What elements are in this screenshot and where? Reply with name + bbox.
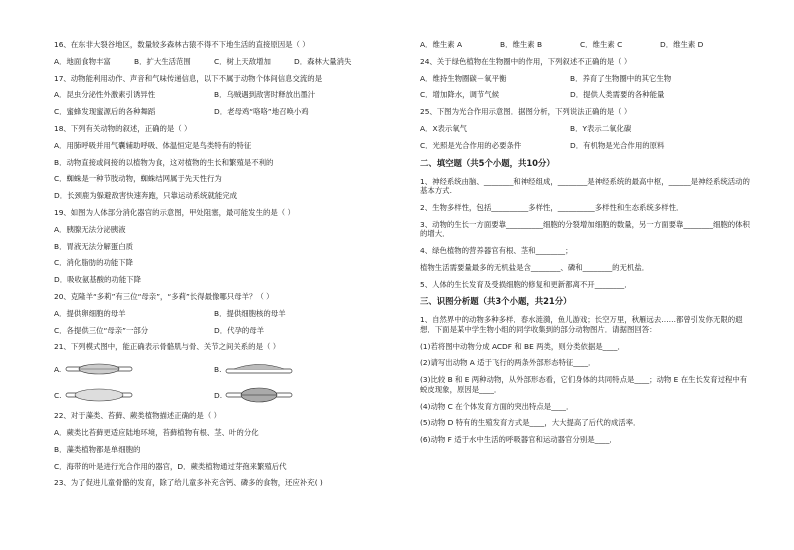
question-24-options-row2 xyxy=(420,90,750,100)
question-25-options-row1 xyxy=(420,124,750,134)
question-18: 18、下列有关动物的叙述，正确的是（ ） xyxy=(54,123,192,133)
option-b: B．扩大生活范围 xyxy=(134,56,191,66)
option-a: A．地面食物丰富 xyxy=(54,56,111,66)
option-c: C．增加降水，调节气候 xyxy=(420,90,500,100)
option-d: D．长颈鹿为躲避敌害快速奔跑，只靠运动系统就能完成 xyxy=(54,191,238,201)
muscle-bone-diagram-d xyxy=(224,386,294,404)
option-b: B．胃液无法分解蛋白质 xyxy=(54,241,133,251)
analysis-subquestion-6: (6)动物 F 适于水中生活的呼吸器官和运动器官分别是____． xyxy=(420,435,617,445)
figure-label-c: C. xyxy=(54,390,62,400)
question-21-figures-row2 xyxy=(54,385,394,405)
question-21-figures-row1 xyxy=(54,359,394,379)
option-c: C．树上天敌增加 xyxy=(214,56,271,66)
question-17-options-row2 xyxy=(54,107,394,117)
question-21: 21、下列模式图中，能正确表示骨骼肌与骨、关节之间关系的是（ ） xyxy=(54,342,281,352)
figure-label-a: A. xyxy=(54,364,62,374)
question-20-options-row1 xyxy=(54,309,394,319)
option-a: A．胰腺无法分泌胰液 xyxy=(54,224,126,234)
option-b: B．Y表示二氧化碳 xyxy=(570,123,632,133)
option-a: A．维持生物圈碳－氧平衡 xyxy=(420,73,507,83)
muscle-bone-diagram-a xyxy=(64,360,134,378)
question-24-options-row1 xyxy=(420,74,750,84)
option-d: D．代孕的母羊 xyxy=(214,325,265,335)
analysis-subquestion-2: (2)请写出动物 A 适于飞行的两条外部形态特征____． xyxy=(420,358,596,368)
analysis-subquestion-4: (4)动物 C 在个体发育方面的突出特点是____． xyxy=(420,401,574,411)
fill-question-4-continued: 植物生活需要量最多的无机盐是含________、磷和________的无机盐． xyxy=(420,262,650,272)
option-d: D．维生素 D xyxy=(660,40,704,49)
figure-label-b: B. xyxy=(214,364,222,374)
option-c: C．蜜蜂发现蜜源后的各种舞蹈 xyxy=(54,107,156,117)
option-c: C．维生素 C xyxy=(580,40,623,49)
option-c: C．蜘蛛是一种节肢动物，蜘蛛结网属于先天性行为 xyxy=(54,174,222,184)
option-a: A．昆虫分泌性外激素引诱异性 xyxy=(54,90,156,100)
right-column xyxy=(420,40,750,452)
fill-question-3: 3、动物的生长一方面要靠__________细胞的分裂增加细胞的数量，另一方面要靠________细胞的体积的增大． xyxy=(420,219,750,239)
question-17-options-row1 xyxy=(54,90,394,100)
question-16: 16、在东非大裂谷地区，数量较多森林古猿不得不下地生活的直接原因是（ ） xyxy=(54,40,310,49)
option-d: D．吸收氨基酸的功能下降 xyxy=(54,275,141,285)
question-20: 20、克隆羊“多莉”有三位“母亲”，“多莉”长得最像哪只母羊？（ ） xyxy=(54,291,274,301)
muscle-bone-diagram-b xyxy=(224,360,294,378)
fill-question-4: 4、绿色植物的营养器官有根、茎和________； xyxy=(420,245,573,255)
option-a: A．蕨类比苔藓更适应陆地环境，苔藓植物有根、茎、叶的分化 xyxy=(54,427,259,437)
option-d: D．有机物是光合作用的原料 xyxy=(570,140,665,150)
question-23-options xyxy=(420,40,750,50)
option-b: B．动物直接或间接的以植物为食，这对植物的生长和繁殖是不利的 xyxy=(54,157,274,167)
option-a: A．用肺呼吸并用气囊辅助呼吸、体温恒定是鸟类特有的特征 xyxy=(54,140,252,150)
option-b: B．维生素 B xyxy=(500,40,543,49)
analysis-subquestion-3: (3)比较 B 和 E 两种动物，从外部形态看，它们身体的共同特点是____；动物 E 在生长发育过程中有蜕皮现象，原因是____． xyxy=(420,375,748,394)
analysis-subquestion-1: (1)若将图中动物分成 ACDF 和 BE 两类，则分类依据是____． xyxy=(420,341,625,351)
option-a: A．维生素 A xyxy=(420,40,463,49)
left-column xyxy=(54,40,394,495)
muscle-bone-diagram-c xyxy=(64,386,134,404)
option-a: A．X表示氧气 xyxy=(420,123,468,133)
question-25-options-row2 xyxy=(420,141,750,151)
fill-question-1: 1、神经系统由脑、________和神经组成，________是神经系统的最高中枢，______是神经系统活动的基本方式. xyxy=(420,176,750,196)
option-b: B．藻类植物都是单细胞的 xyxy=(54,444,141,454)
option-d: D．老母鸡“咯咯”地召唤小鸡 xyxy=(214,107,309,117)
fill-question-5: 5、人体的生长发育及受损细胞的修复和更新都离不开________． xyxy=(420,279,632,289)
option-d: D．提供人类需要的各种能量 xyxy=(570,90,665,100)
option-c: C．各提供三位“母亲”一部分 xyxy=(54,325,149,335)
option-b: B．提供细胞核的母羊 xyxy=(214,308,286,318)
option-a: A．提供卵细胞的母羊 xyxy=(54,308,126,318)
option-c-d: C．海带的叶是进行光合作用的器官，D．蕨类植物通过芽孢来繁殖后代 xyxy=(54,461,287,471)
option-b: B．养育了生物圈中的其它生物 xyxy=(570,73,672,83)
question-16-options xyxy=(54,57,394,67)
option-c: C．光照是光合作用的必要条件 xyxy=(420,140,522,150)
question-20-options-row2 xyxy=(54,326,394,336)
option-c: C．消化脂肪的功能下降 xyxy=(54,258,134,268)
question-19: 19、如图为人体部分消化器官的示意图，甲处阻塞，最可能发生的是（ ） xyxy=(54,207,295,217)
question-23: 23、为了促进儿童骨骼的发育，除了给儿童多补充含钙、磷多的食物，还应补充( ) xyxy=(54,478,323,488)
section-heading-figure-analysis: 三、识图分析题（共3个小题，共21分） xyxy=(420,296,572,307)
question-17: 17、动物能利用动作、声音和气味传递信息，以下不属于动物个体间信息交流的是 xyxy=(54,73,323,83)
option-b: B．乌贼遇到敌害时释放出墨汁 xyxy=(214,90,316,100)
question-25: 25、下图为光合作用示意图．据图分析，下列说法正确的是（ ） xyxy=(420,107,632,117)
section-heading-fill-in: 二、填空题（共5个小题，共10分） xyxy=(420,157,555,168)
option-d: D．森林大量消失 xyxy=(294,56,352,66)
fill-question-2: 2、生物多样性，包括__________多样性，__________多样性和生态系统多样性． xyxy=(420,202,684,212)
question-22: 22、对于藻类、苔藓、蕨类植物描述正确的是（ ） xyxy=(54,411,221,421)
figure-label-d: D. xyxy=(214,390,223,400)
question-24: 24、关于绿色植物在生物圈中的作用，下列叙述不正确的是（ ） xyxy=(420,56,632,66)
analysis-question-1: 1、自然界中的动物多种多样．春水涟漪，鱼儿游戏；长空万里，秋雁远去……都曾引发你无限的遐想．下面是某中学生物小组的同学收集到的部分动物图片．请据图回答： xyxy=(420,315,743,334)
analysis-subquestion-5: (5)动物 D 特有的生殖发育方式是____，大大提高了后代的成活率． xyxy=(420,418,641,428)
